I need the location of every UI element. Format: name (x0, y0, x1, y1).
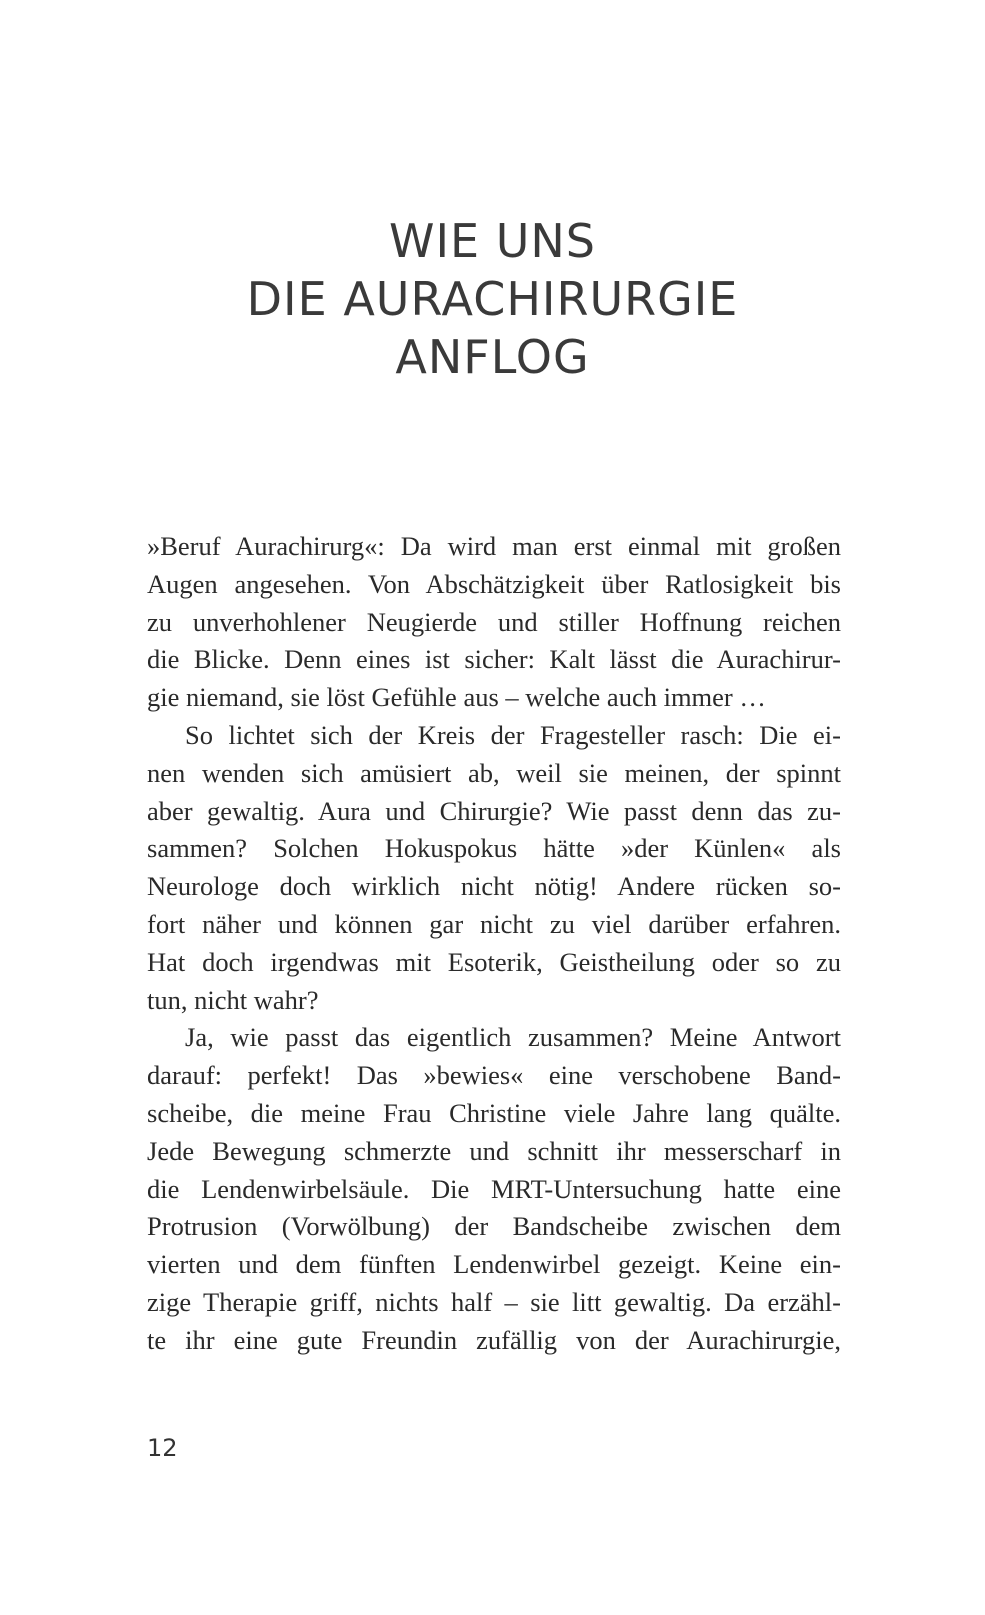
text-line: te ihr eine gute Freundin zufällig von der Aurachirurgie, (147, 1324, 841, 1355)
body-text (147, 528, 841, 1360)
text-line: Ja, wie passt das eigentlich zusammen? Meine Antwort (185, 1022, 841, 1053)
chapter-title-line: WIE UNS (388, 214, 596, 268)
text-line: fort näher und können gar nicht zu viel darüber erfahren. (147, 908, 841, 939)
paragraph (147, 717, 841, 1019)
text-line: die Blicke. Denn eines ist sicher: Kalt lässt die Aurachirur- (147, 644, 841, 675)
chapter-title-line: ANFLOG (395, 330, 590, 384)
paragraph (147, 528, 841, 717)
text-line: So lichtet sich der Kreis der Fragesteller rasch: Die ei- (185, 719, 841, 750)
text-line: aber gewaltig. Aura und Chirurgie? Wie passt denn das zu- (147, 795, 841, 826)
text-line: die Lendenwirbelsäule. Die MRT-Untersuchung hatte eine (147, 1173, 841, 1204)
text-line: Augen angesehen. Von Abschätzigkeit über Ratlosigkeit bis (147, 568, 841, 599)
text-line: »Beruf Aurachirurg«: Da wird man erst einmal mit großen (147, 531, 841, 561)
text-line: darauf: perfekt! Das »bewies« eine verschobene Band- (147, 1060, 841, 1091)
page-number: 12 (147, 1434, 178, 1462)
text-line: zige Therapie griff, nichts half – sie litt gewaltig. Da erzähl- (147, 1286, 841, 1317)
text-line: Neurologe doch wirklich nicht nötig! Andere rücken so- (147, 871, 841, 902)
chapter-title-line: DIE AURACHIRURGIE (246, 272, 739, 326)
text-line: sammen? Solchen Hokuspokus hätte »der Künlen« als (147, 833, 841, 864)
text-line: vierten und dem fünften Lendenwirbel gezeigt. Keine ein- (147, 1249, 841, 1280)
text-line: tun, nicht wahr? (147, 984, 319, 1015)
chapter-title (0, 212, 985, 386)
text-line: Jede Bewegung schmerzte und schnitt ihr messerscharf in (147, 1135, 841, 1166)
text-line: Protrusion (Vorwölbung) der Bandscheibe zwischen dem (147, 1211, 841, 1242)
text-line: Hat doch irgendwas mit Esoterik, Geistheilung oder so zu (147, 946, 841, 977)
text-line: nen wenden sich amüsiert ab, weil sie meinen, der spinnt (147, 757, 841, 788)
paragraph (147, 1019, 841, 1359)
text-line: gie niemand, sie löst Gefühle aus – welche auch immer … (147, 682, 766, 713)
text-line: zu unverhohlener Neugierde und stiller Hoffnung reichen (147, 606, 841, 637)
text-line: scheibe, die meine Frau Christine viele Jahre lang quälte. (147, 1097, 841, 1128)
